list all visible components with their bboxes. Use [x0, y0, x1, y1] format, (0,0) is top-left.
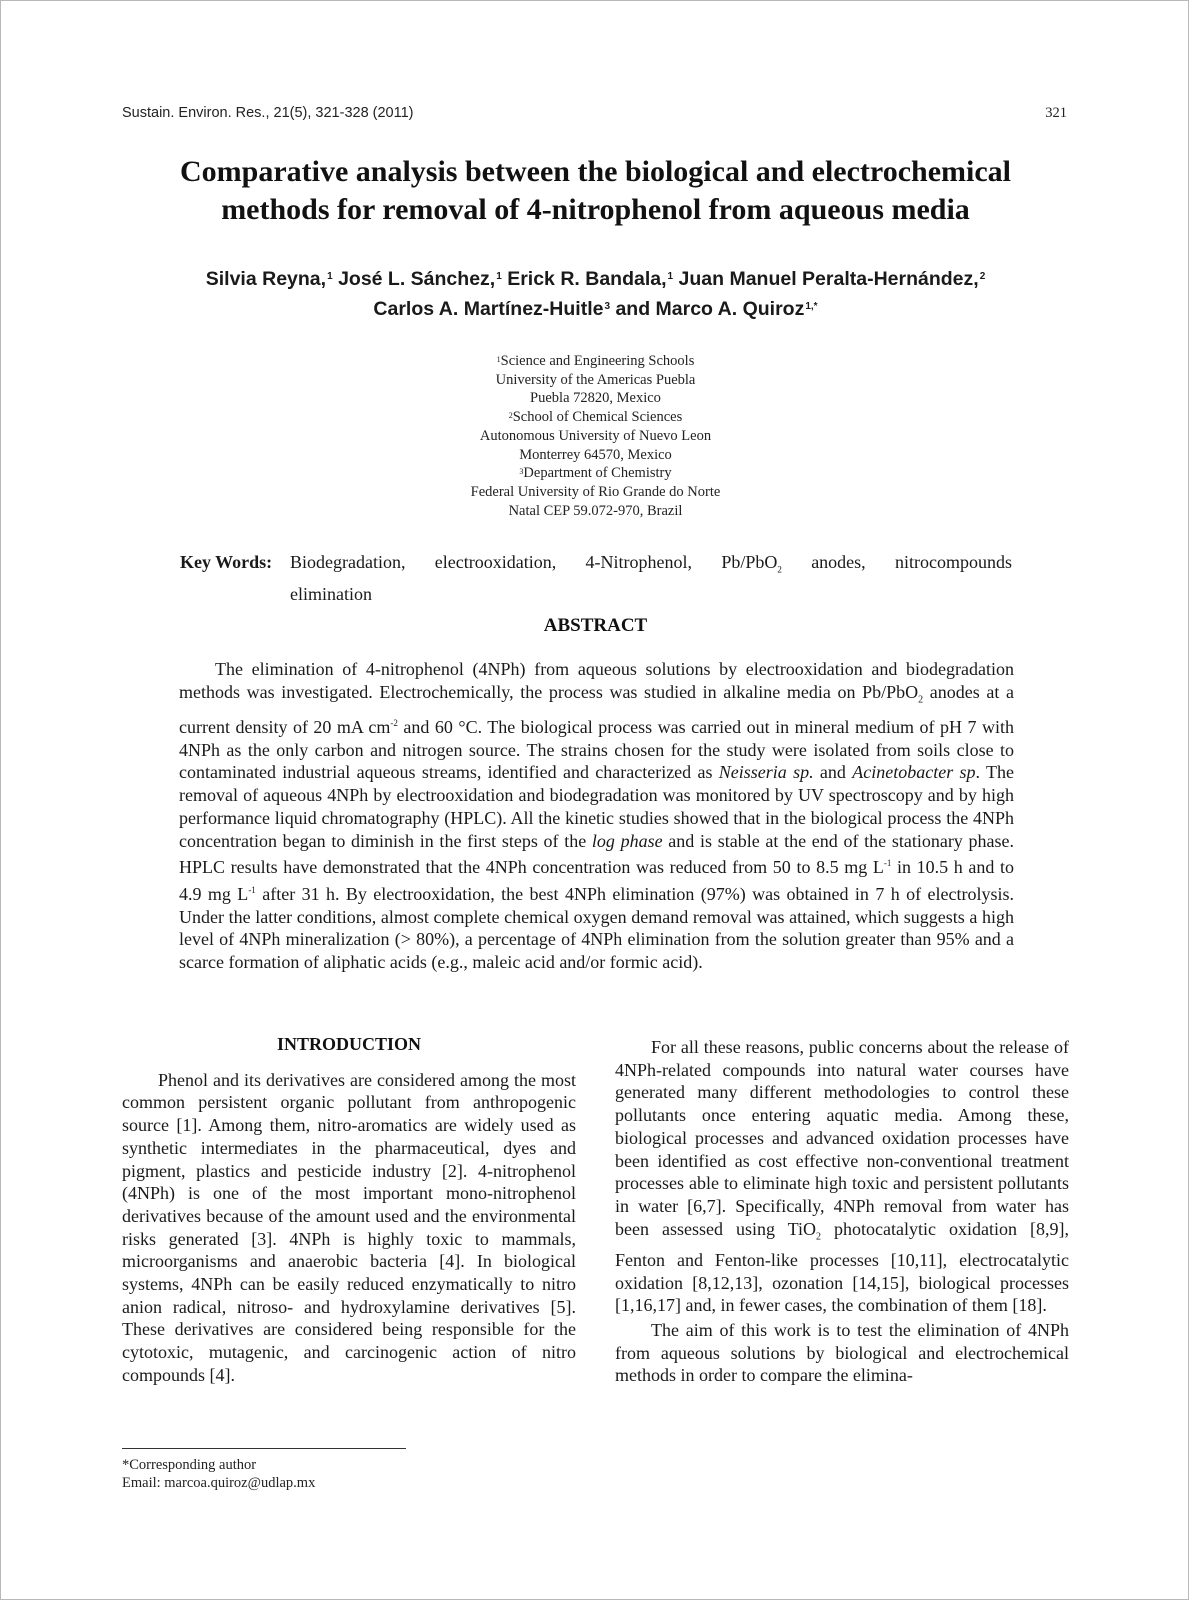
superscript: -1: [883, 858, 892, 869]
intro-paragraph-3: The aim of this work is to test the elimination of 4NPh from aqueous solutions by biological and electrochemical methods in order to compare the elimina-: [615, 1320, 1069, 1386]
title-line-1: Comparative analysis between the biological and electrochemical: [179, 155, 1011, 188]
paragraph-span: For all these reasons, public concerns about the release of 4NPh-related compounds into natural water courses have generated many different methodologies to control these pollutants once entering aquatic media. Among these, biological processes and advanced oxidation processes have been identified as cost effective non-conventional treatment processes able to eliminate high toxic and persistent pollutants in water [6,7]. Specifically, 4NPh removal from water has been assessed using TiO: [615, 1037, 1069, 1239]
affiliation-line: [301, 389, 890, 408]
right-column: [615, 1036, 1069, 1387]
left-column: [122, 1033, 576, 1387]
superscript: -1: [248, 884, 256, 895]
subscript: 2: [918, 694, 924, 706]
emphasis-term: log phase: [591, 830, 663, 851]
author-name: Juan Manuel Peralta-Hernández,: [678, 268, 979, 290]
keywords-body: [290, 550, 1012, 606]
keywords-list: [290, 550, 1012, 582]
affiliation-text: University of the Americas Puebla: [495, 371, 696, 388]
author-line-2: [101, 294, 1090, 324]
author-name: Carlos A. Martínez-Huitle: [373, 298, 604, 320]
affiliation-mark: 3: [519, 467, 524, 477]
keywords-text: Biodegradation, electrooxidation, 4-Nitrophenol, Pb/PbO: [290, 552, 778, 572]
author-name: Silvia Reyna,: [205, 268, 327, 290]
author-name: Erick R. Bandala,: [507, 268, 667, 290]
affiliation-text: School of Chemical Sciences: [512, 409, 683, 426]
corresponding-email: Email: marcoa.quiroz@udlap.mx: [122, 1475, 316, 1491]
affiliations: [301, 352, 890, 520]
author-affiliation-mark: 1: [327, 271, 333, 282]
affiliation-text: Autonomous University of Nuevo Leon: [479, 427, 712, 444]
author-name: José L. Sánchez,: [338, 268, 496, 290]
species-name: Neisseria sp.: [718, 762, 814, 783]
affiliation-text: Federal University of Rio Grande do Norte: [470, 483, 721, 500]
journal-reference: Sustain. Environ. Res., 21(5), 321-328 (2011): [122, 105, 414, 121]
abstract-span: after 31 h. By electrooxidation, the best 4NPh elimination (97%) was obtained in 7 h of electrolysis. Under the latter conditions, almost complete chemical oxygen demand removal was attained, which suggests a high level of 4NPh mineralization (> 80%), a percentage of 4NPh elimination from the solution greater than 95% and a scarce formation of aliphatic acids (e.g., maleic acid and/or formic acid).: [179, 883, 1014, 973]
keywords-text: anodes, nitrocompounds: [781, 552, 1012, 572]
intro-paragraph-1: Phenol and its derivatives are considered among the most common persistent organic pollutant from anthropogenic source [1]. Among them, nitro-aromatics are widely used as synthetic intermediates in the pharmaceutical, dyes and pigment, plastics and pesticide industry [2]. 4-nitrophenol (4NPh) is one of the most important mono-nitrophenol derivatives because of the amount used and the environmental risks generated [3]. 4NPh is highly toxic to mammals, microorganisms and anaerobic bacteria [4]. In biological systems, 4NPh can be easily reduced enzymatically to nitro anion radical, nitroso- and hydroxylamine derivatives [5]. These derivatives are considered being responsible for the cytotoxic, mutagenic, and carcinogenic action of nitro compounds [4].: [122, 1069, 576, 1385]
keywords-continuation: elimination: [290, 583, 372, 604]
affiliation-line: [301, 352, 890, 371]
abstract-paragraph: [179, 658, 1014, 974]
abstract-span: in 10.5 h and to 4.9 mg L: [179, 857, 1014, 904]
author-affiliation-mark: 2: [979, 271, 986, 282]
affiliation-text: Monterrey 64570, Mexico: [519, 446, 672, 463]
author-name: and Marco A. Quiroz: [615, 298, 805, 320]
author-line-1: [101, 264, 1090, 294]
affiliation-line: [301, 483, 890, 502]
species-name: Acinetobacter sp: [852, 762, 976, 783]
affiliation-text: Science and Engineering Schools: [500, 353, 695, 369]
paragraph-span: photocatalytic oxidation [8,9], Fenton and Fenton-like processes [10,11], electrocatalytic oxidation [8,12,13], ozonation [14,15], biological processes [1,16,17] and, in fewer cases, the combination of them [18].: [615, 1218, 1069, 1316]
affiliation-line: [301, 502, 890, 521]
abstract-span: anodes at a current density of 20 mA cm: [179, 681, 1014, 737]
abstract-span: and 60 °C. The biological process was carried out in mineral medium of pH 7 with 4NPh as the only carbon and nitrogen source. The strains chosen for the study were isolated from soils close to contaminated industrial aqueous streams, identified and characterized as: [179, 717, 1014, 783]
footnote: [122, 1456, 576, 1492]
abstract-heading: ABSTRACT: [543, 615, 648, 636]
affiliation-line: [301, 464, 890, 483]
affiliation-line: [301, 427, 890, 446]
corresponding-author-note: *Corresponding author: [122, 1457, 257, 1473]
abstract-span: . The removal of aqueous 4NPh by electrooxidation and biodegradation was monitored by UV spectroscopy and by high performance liquid chromatography (HPLC). All the kinetic studies showed that in the biological process the 4NPh concentration began to diminish in the first steps of the: [179, 762, 1015, 851]
superscript: -2: [390, 718, 398, 728]
affiliation-text: Puebla 72820, Mexico: [530, 390, 661, 407]
affiliation-mark: 2: [508, 411, 513, 421]
paper-title: [101, 153, 1090, 229]
abstract-span: and: [813, 762, 853, 783]
keywords-label: Key Words:: [180, 552, 273, 572]
subscript: 2: [777, 564, 782, 575]
author-affiliation-mark: 1: [667, 271, 674, 282]
affiliation-line: [301, 408, 890, 427]
author-affiliation-mark: 1: [496, 271, 502, 282]
introduction-heading: INTRODUCTION: [276, 1034, 422, 1054]
author-list: [101, 264, 1090, 324]
abstract-span: The elimination of 4-nitrophenol (4NPh) from aqueous solutions by electrooxidation and biodegradation methods was investigated. Electrochemically, the process was studied in alkaline media on Pb/PbO: [179, 659, 1014, 702]
intro-paragraph-2: [615, 1036, 1069, 1317]
subscript: 2: [816, 1231, 822, 1243]
affiliation-text: Department of Chemistry: [523, 465, 672, 482]
footnote-divider: [122, 1448, 406, 1449]
abstract-text: [179, 658, 1014, 974]
affiliation-text: Natal CEP 59.072-970, Brazil: [508, 502, 683, 519]
abstract-span: and is stable at the end of the stationary phase. HPLC results have demonstrated that the 4NPh concentration was reduced from 50 to 8.5 mg L: [179, 830, 1014, 878]
author-affiliation-mark: 3: [604, 301, 611, 312]
page-number: 321: [1045, 105, 1067, 121]
affiliation-line: [301, 446, 890, 465]
affiliation-line: [301, 371, 890, 390]
author-affiliation-mark: 1,*: [805, 301, 818, 312]
affiliation-mark: 1: [496, 355, 501, 364]
title-line-2: methods for removal of 4-nitrophenol from aqueous media: [221, 193, 970, 226]
running-header: [122, 105, 1067, 125]
